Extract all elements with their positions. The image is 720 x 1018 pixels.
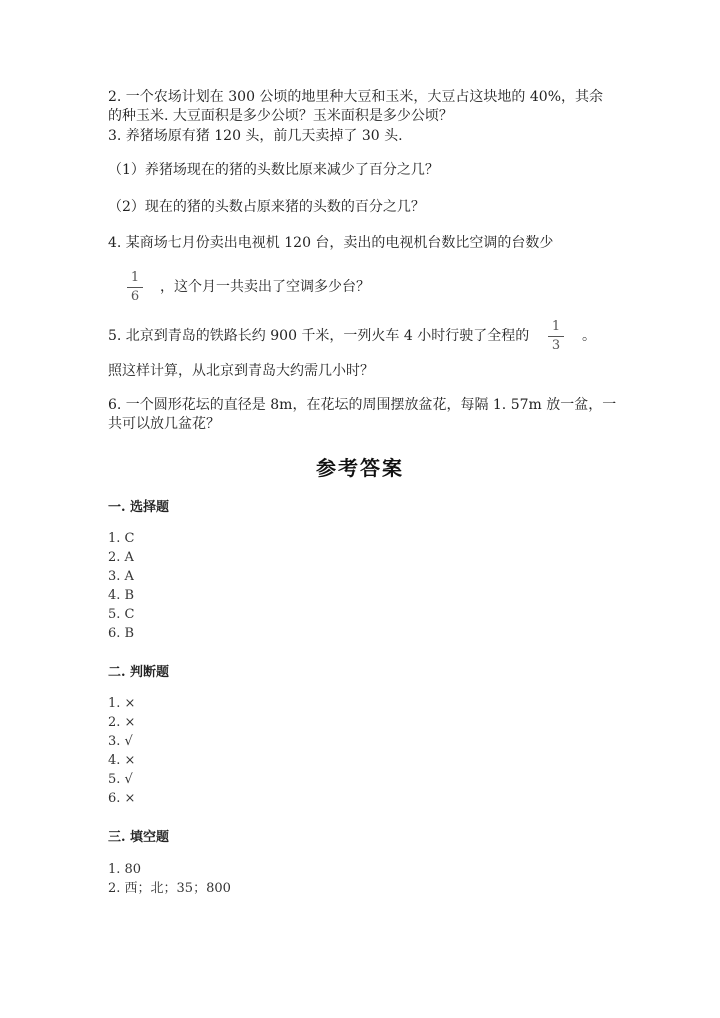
section-fill-heading: 三. 填空题 [108, 830, 170, 845]
q4-fraction-denominator: 6 [130, 289, 140, 304]
answer-item: 2. × [108, 715, 136, 730]
answer-item: 6. × [108, 791, 136, 806]
q5-fraction-bar [548, 336, 564, 337]
answer-item: 3. A [108, 569, 134, 584]
answer-title: 参考答案 [316, 456, 404, 480]
q6-line1: 6. 一个圆形花坛的直径是 8m，在花坛的周围摆放盆花，每隔 1. 57m 放一盆，一 [108, 397, 617, 413]
q5-period: 。 [582, 328, 596, 344]
q5-line2: 照这样计算，从北京到青岛大约需几小时？ [108, 363, 374, 379]
answer-item: 6. B [108, 626, 135, 641]
section-judge-heading: 二. 判断题 [108, 665, 170, 680]
q6-line2: 共可以放几盆花？ [108, 416, 220, 432]
q3-sub2: （2）现在的猪的头数占原来猪的头数的百分之几？ [108, 199, 425, 215]
q3-line1: 3. 养猪场原有猪 120 头，前几天卖掉了 30 头. [108, 128, 403, 144]
q2-line2: 的种玉米. 大豆面积是多少公顷？玉米面积是多少公顷？ [108, 108, 453, 124]
answer-item: 5. √ [108, 772, 133, 787]
answer-item: 2. 西；北；35；800 [108, 881, 231, 896]
q4-fraction [127, 271, 143, 304]
q4-line1: 4. 某商场七月份卖出电视机 120 台，卖出的电视机台数比空调的台数少 [108, 235, 554, 251]
q4-fraction-bar [127, 287, 143, 288]
q5-fraction-numerator: 1 [551, 319, 561, 334]
answer-item: 3. √ [108, 734, 133, 749]
section-judge-answers [108, 694, 135, 808]
q4-line2: ，这个月一共卖出了空调多少台？ [160, 279, 370, 295]
answer-item: 4. × [108, 753, 136, 768]
section-fill-answers [108, 860, 231, 898]
answer-item: 4. B [108, 588, 135, 603]
answer-item: 2. A [108, 550, 134, 565]
q5-fraction [548, 320, 564, 353]
q5-line1: 5. 北京到青岛的铁路长约 900 千米，一列火车 4 小时行驶了全程的 [108, 328, 530, 344]
q5-fraction-denominator: 3 [551, 338, 561, 353]
section-choice-answers [108, 529, 134, 643]
answer-item: 1. × [108, 696, 136, 711]
answer-item: 1. 80 [108, 862, 142, 877]
q4-fraction-numerator: 1 [130, 270, 140, 285]
answer-item: 1. C [108, 531, 135, 546]
answer-item: 5. C [108, 607, 135, 622]
q2-line1: 2. 一个农场计划在 300 公顷的地里种大豆和玉米，大豆占这块地的 40%，其余 [108, 89, 603, 105]
q3-sub1: （1）养猪场现在的猪的头数比原来减少了百分之几？ [108, 162, 439, 178]
section-choice-heading: 一. 选择题 [108, 500, 170, 515]
